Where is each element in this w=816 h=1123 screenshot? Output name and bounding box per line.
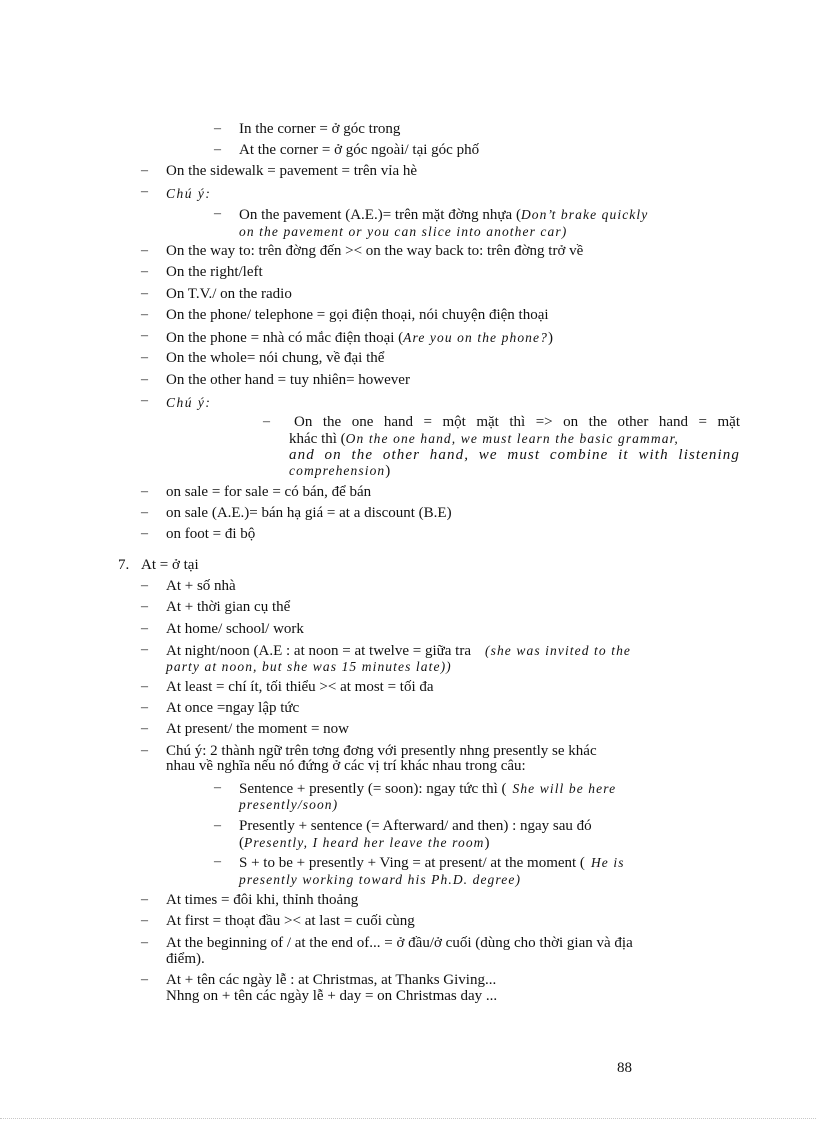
text-line: At the corner = ở góc ngoài/ tại góc phố: [239, 142, 480, 158]
text-line: On the sidewalk = pavement = trên vỉa hè: [166, 163, 418, 179]
text-line: On the one hand = một mặt thì => on the other hand = mặt: [294, 414, 740, 430]
bullet-dash: –: [141, 679, 148, 694]
bullet-dash: –: [141, 721, 148, 736]
example-line: party at noon, but she was 15 minutes late)): [166, 659, 452, 674]
text-line: At + số nhà: [166, 578, 236, 594]
bullet-dash: –: [141, 892, 148, 907]
text-line: On the pavement (A.E.)= trên mặt đờng nhựa (Don’t brake quickly: [239, 207, 649, 223]
text-line: On the phone = nhà có mắc điện thoại (Are you on the phone?): [166, 330, 553, 346]
text-line: khác thì (On the one hand, we must learn the basic grammar,: [289, 431, 679, 447]
text-line: At the beginning of / at the end of... = ở đầu/ở cuối (dùng cho thời gian và địa: [166, 935, 633, 951]
page-divider: [0, 1118, 816, 1119]
example-line: and on the other hand, we must combine it with listening: [289, 447, 740, 463]
bullet-dash: –: [214, 142, 221, 157]
bullet-dash: –: [141, 913, 148, 928]
section-heading: At = ở tại: [141, 557, 199, 573]
bullet-dash: –: [141, 243, 148, 258]
bullet-dash: –: [141, 307, 148, 322]
text-line: At times = đôi khi, thỉnh thoảng: [166, 892, 359, 908]
bullet-dash: –: [141, 972, 148, 987]
text-line: At night/noon (A.E : at noon = at twelve = giữa tra (she was invited to the: [166, 643, 632, 659]
bullet-dash: –: [141, 484, 148, 499]
bullet-dash: –: [141, 372, 148, 387]
bullet-dash: –: [214, 818, 221, 833]
text-line: S + to be + presently + Ving = at present/ at the moment ( He is: [239, 855, 625, 871]
bullet-dash: –: [141, 505, 148, 520]
bullet-dash: –: [141, 264, 148, 279]
text-line: nhau về nghĩa nếu nó đứng ở các vị trí khác nhau trong câu:: [166, 758, 526, 774]
bullet-dash: –: [214, 206, 221, 221]
text-line: On the right/left: [166, 264, 263, 280]
bullet-dash: –: [141, 184, 148, 199]
example-line: presently working toward his Ph.D. degree): [239, 872, 522, 887]
bullet-dash: –: [141, 642, 148, 657]
bullet-dash: –: [141, 700, 148, 715]
text-line: Nhng on + tên các ngày lễ + day = on Christmas day ...: [166, 988, 498, 1004]
text-line: At present/ the moment = now: [166, 721, 350, 737]
text-line: At home/ school/ work: [166, 621, 304, 637]
bullet-dash: –: [141, 350, 148, 365]
bullet-dash: –: [141, 526, 148, 541]
bullet-dash: –: [263, 414, 270, 429]
text-line: on sale (A.E.)= bán hạ giá = at a discount (B.E): [166, 505, 452, 521]
bullet-dash: –: [141, 621, 148, 636]
text-line: At + thời gian cụ thể: [166, 599, 291, 615]
text-line: on sale = for sale = có bán, để bán: [166, 484, 372, 500]
text-line: (Presently, I heard her leave the room): [239, 835, 490, 851]
bullet-dash: –: [141, 163, 148, 178]
bullet-dash: –: [214, 780, 221, 795]
page-number: 88: [617, 1060, 632, 1076]
bullet-dash: –: [141, 935, 148, 950]
text-line: At once =ngay lập tức: [166, 700, 300, 716]
bullet-dash: –: [141, 578, 148, 593]
text-line: Chú ý: 2 thành ngữ trên tơng đơng với presently nhng presently se khác: [166, 743, 597, 759]
text-line: comprehension): [289, 463, 391, 479]
text-line: On the way to: trên đờng đến >< on the way back to: trên đờng trở về: [166, 243, 584, 259]
bullet-dash: –: [141, 743, 148, 758]
section-number: 7.: [118, 557, 130, 573]
bullet-dash: –: [214, 854, 221, 869]
text-line: Sentence + presently (= soon): ngay tức thì ( She will be here: [239, 781, 617, 797]
note-label: Chú ý:: [166, 186, 212, 201]
text-line: At first = thoạt đầu >< at last = cuối cùng: [166, 913, 415, 929]
example-line: presently/soon): [239, 797, 339, 812]
text-line: Presently + sentence (= Afterward/ and then) : ngay sau đó: [239, 818, 592, 834]
text-line: At + tên các ngày lễ : at Christmas, at Thanks Giving...: [166, 972, 497, 988]
text-line: On the other hand = tuy nhiên= however: [166, 372, 410, 388]
bullet-dash: –: [141, 599, 148, 614]
note-label: Chú ý:: [166, 395, 212, 410]
text-line: On T.V./ on the radio: [166, 286, 292, 302]
bullet-dash: –: [141, 286, 148, 301]
example-line: on the pavement or you can slice into another car): [239, 224, 568, 239]
text-line: On the phone/ telephone = gọi điện thoại, nói chuyện điện thoại: [166, 307, 549, 323]
text-line: In the corner = ở góc trong: [239, 121, 401, 137]
bullet-dash: –: [214, 121, 221, 136]
text-line: At least = chí ít, tối thiểu >< at most = tối đa: [166, 679, 434, 695]
text-line: điểm).: [166, 951, 205, 967]
text-line: on foot = đi bộ: [166, 526, 256, 542]
bullet-dash: –: [141, 328, 148, 343]
bullet-dash: –: [141, 393, 148, 408]
text-line: On the whole= nói chung, về đại thể: [166, 350, 385, 366]
